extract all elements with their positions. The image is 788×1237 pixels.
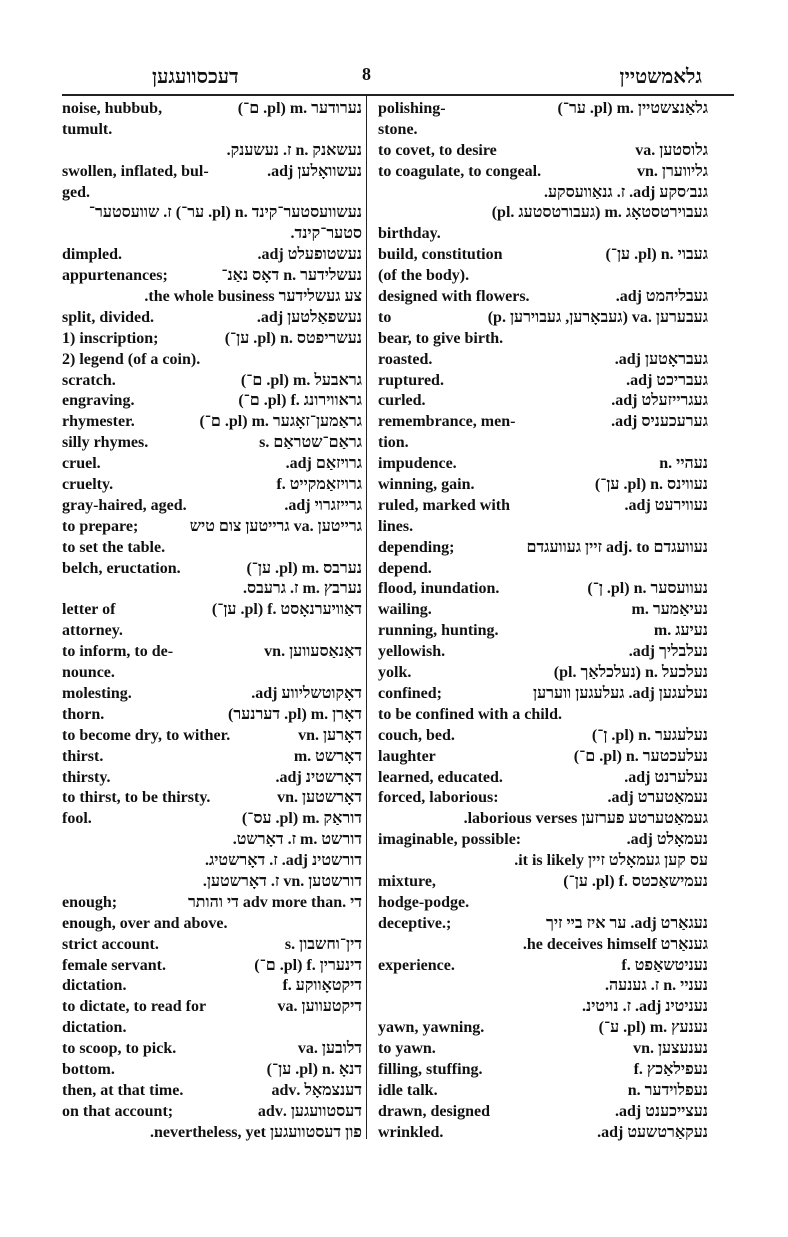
dictionary-line bbox=[378, 663, 708, 684]
dictionary-line bbox=[378, 120, 708, 141]
yiddish-headword: גערעכעניס adj. bbox=[611, 413, 708, 431]
dictionary-line bbox=[378, 809, 708, 830]
yiddish-headword: גלוסטען .va bbox=[635, 141, 708, 159]
dictionary-line bbox=[62, 600, 362, 621]
dictionary-line bbox=[62, 663, 362, 684]
dictionary-line bbox=[62, 579, 362, 600]
dictionary-line bbox=[378, 642, 708, 663]
english-definition: dictation. bbox=[62, 977, 127, 995]
yiddish-headword: דענצמאָל .adv bbox=[271, 1081, 362, 1099]
yiddish-headword: געבריכט adj. bbox=[626, 371, 708, 389]
dictionary-line bbox=[62, 391, 362, 412]
dictionary-line bbox=[62, 851, 362, 872]
dictionary-line bbox=[378, 600, 708, 621]
dictionary-line bbox=[62, 1123, 362, 1144]
dictionary-line bbox=[62, 538, 362, 559]
english-definition: stone. bbox=[378, 120, 418, 138]
yiddish-headword: נעניי .n ז. גענעה. bbox=[604, 977, 708, 995]
dictionary-line bbox=[62, 183, 362, 204]
english-definition: belch, eructation. bbox=[62, 559, 181, 577]
dictionary-line bbox=[62, 705, 362, 726]
english-definition: hodge-podge. bbox=[378, 893, 470, 911]
yiddish-headword: גליווערן .vn bbox=[636, 162, 708, 180]
dictionary-line bbox=[62, 1102, 362, 1123]
english-definition: to bbox=[378, 308, 392, 326]
english-definition: to scoop, to pick. bbox=[62, 1040, 177, 1058]
english-definition: roasted. bbox=[378, 350, 433, 368]
yiddish-headword: נערבץ .m ז. גרעבס. bbox=[243, 580, 362, 598]
column-divider bbox=[366, 96, 367, 1139]
yiddish-headword: נעוועגדם adj. to זיין געוועגדם bbox=[526, 538, 708, 556]
yiddish-headword: נעלעגער .n (pl. ן־) bbox=[591, 726, 708, 744]
yiddish-headword: נעפילאַכץ .f bbox=[633, 1060, 708, 1078]
english-definition: (of the body). bbox=[378, 267, 470, 285]
yiddish-headword: דיקטעווען .va bbox=[277, 998, 362, 1016]
dictionary-line bbox=[378, 747, 708, 768]
dictionary-line bbox=[378, 579, 708, 600]
yiddish-headword: גרויזאַמקייט .f bbox=[276, 476, 362, 494]
yiddish-headword: דיקטאָווקע .f bbox=[282, 977, 362, 995]
dictionary-line bbox=[62, 1081, 362, 1102]
dictionary-line bbox=[62, 684, 362, 705]
english-definition: learned, educated. bbox=[378, 768, 503, 786]
english-definition: ruled, marked with bbox=[378, 496, 510, 514]
dictionary-line bbox=[378, 705, 708, 726]
yiddish-headword: נעצייכענט adj. bbox=[614, 1102, 708, 1120]
dictionary-line bbox=[62, 809, 362, 830]
english-definition: to prepare; bbox=[62, 517, 139, 535]
yiddish-headword: גראווירונג .f (pl. ם־) bbox=[238, 392, 362, 410]
english-definition: to be confined with a child. bbox=[378, 705, 563, 723]
yiddish-headword: דורשטען .vn ז. דאָרשטען. bbox=[202, 872, 362, 890]
english-definition: yellowish. bbox=[378, 643, 446, 661]
dictionary-line bbox=[62, 935, 362, 956]
dictionary-line bbox=[62, 141, 362, 162]
english-definition: 2) legend (of a coin). bbox=[62, 350, 201, 368]
yiddish-headword: געבליהמט adj. bbox=[615, 288, 708, 306]
yiddish-headword: נעמאָלט adj. bbox=[626, 831, 708, 849]
yiddish-headword: דינערין .f (pl. ם־) bbox=[254, 956, 362, 974]
dictionary-line bbox=[378, 371, 708, 392]
yiddish-headword: נעשוועסטער־קינד .n (pl. ער־) ז. שוועסטער־ bbox=[88, 204, 362, 222]
dictionary-line bbox=[378, 914, 708, 935]
yiddish-headword: נעווינס .n (pl. ען־) bbox=[594, 476, 708, 494]
dictionary-line bbox=[378, 162, 708, 183]
english-definition: noise, hubbub, bbox=[62, 100, 163, 117]
yiddish-headword: דנאָ .n (pl. ען־) bbox=[266, 1060, 362, 1078]
english-definition: ged. bbox=[62, 183, 90, 201]
yiddish-headword: דאַוויערנאָסט .f (pl. ען־) bbox=[211, 601, 362, 619]
dictionary-line bbox=[378, 308, 708, 329]
dictionary-line bbox=[378, 517, 708, 538]
yiddish-headword: דלובען .va bbox=[297, 1040, 362, 1058]
dictionary-line bbox=[62, 517, 362, 538]
yiddish-headword: גרייזגרוי adj. bbox=[284, 496, 362, 514]
english-definition: laughter bbox=[378, 747, 436, 765]
english-definition: bottom. bbox=[62, 1060, 115, 1078]
yiddish-headword: גרויזאַם adj. bbox=[285, 455, 362, 473]
english-definition: lines. bbox=[378, 517, 414, 535]
dictionary-line bbox=[62, 162, 362, 183]
yiddish-headword: געבערען .va (געבאָרען, געבוירען .p) bbox=[487, 308, 708, 326]
yiddish-headword: נעלבליך adj. bbox=[628, 643, 708, 661]
english-definition: filling, stuffing. bbox=[378, 1060, 483, 1078]
yiddish-headword: נעהיי .n bbox=[659, 455, 708, 473]
english-definition: swollen, inflated, bul- bbox=[62, 162, 209, 180]
dictionary-line bbox=[62, 120, 362, 141]
dictionary-line bbox=[62, 454, 362, 475]
yiddish-headword: נענעץ .m (pl. ע־) bbox=[598, 1019, 708, 1037]
dictionary-line bbox=[62, 726, 362, 747]
right-column bbox=[378, 99, 708, 1144]
dictionary-line bbox=[62, 956, 362, 977]
dictionary-line bbox=[62, 287, 362, 308]
yiddish-headword: נעלעכטער .n (pl. ם־) bbox=[573, 747, 708, 765]
english-definition: then, at that time. bbox=[62, 1081, 184, 1099]
yiddish-headword: נעשוואָלען adj. bbox=[267, 162, 362, 180]
dictionary-line bbox=[62, 224, 362, 245]
dictionary-line bbox=[62, 203, 362, 224]
english-definition: strict account. bbox=[62, 935, 159, 953]
english-definition: build, constitution bbox=[378, 246, 503, 264]
yiddish-headword: גראַמען־זאָגער .m (pl. ם־) bbox=[199, 413, 362, 431]
english-definition: yolk. bbox=[378, 664, 412, 682]
english-definition: letter of bbox=[62, 601, 116, 619]
english-definition: split, divided. bbox=[62, 308, 155, 326]
english-definition: deceptive.; bbox=[378, 914, 452, 932]
yiddish-headword: דין־וחשבון .s bbox=[284, 935, 362, 953]
dictionary-line bbox=[378, 935, 708, 956]
english-definition: engraving. bbox=[62, 392, 135, 410]
yiddish-headword: דורשט .m ז. דאָרשט. bbox=[232, 831, 362, 849]
yiddish-headword: גראַם־שטראַם .s bbox=[259, 434, 362, 452]
dictionary-line bbox=[62, 997, 362, 1018]
dictionary-line bbox=[378, 350, 708, 371]
yiddish-headword: נעווירעט adj. bbox=[624, 496, 708, 514]
english-definition: winning, gain. bbox=[378, 476, 475, 494]
english-definition: wrinkled. bbox=[378, 1123, 444, 1141]
english-definition: imaginable, possible: bbox=[378, 831, 522, 849]
english-definition: to inform, to de- bbox=[62, 643, 174, 661]
dictionary-line bbox=[62, 99, 362, 120]
english-definition: thorn. bbox=[62, 705, 105, 723]
dictionary-line bbox=[378, 203, 708, 224]
english-definition: forced, laborious: bbox=[378, 789, 499, 807]
dictionary-line bbox=[378, 872, 708, 893]
dictionary-line bbox=[62, 914, 362, 935]
english-definition: 1) inscription; bbox=[62, 329, 159, 347]
english-definition: cruelty. bbox=[62, 476, 114, 494]
english-definition: running, hunting. bbox=[378, 622, 499, 640]
english-definition: bear, to give birth. bbox=[378, 329, 504, 347]
yiddish-headword: נעלכעל .n (נעלכלאַך .pl) bbox=[553, 664, 708, 682]
english-definition: cruel. bbox=[62, 455, 101, 473]
yiddish-headword: נעיאַמער .m bbox=[631, 601, 708, 619]
yiddish-headword: נעניטינ adj. ז. נויטינ. bbox=[582, 998, 708, 1016]
dictionary-line bbox=[62, 747, 362, 768]
yiddish-headword: געבראָטען adj. bbox=[614, 350, 708, 368]
dictionary-line bbox=[62, 768, 362, 789]
yiddish-headword: נערודער .m (pl. ם־) bbox=[237, 100, 362, 117]
running-head-right: גלאמשטיין bbox=[619, 66, 702, 88]
yiddish-headword: געמאַטערטע פערזען laborious verses. bbox=[463, 810, 708, 828]
dictionary-line bbox=[62, 433, 362, 454]
yiddish-headword: נעקאַרטשעט adj. bbox=[597, 1123, 708, 1141]
english-definition: molesting. bbox=[62, 684, 132, 702]
dictionary-line bbox=[378, 621, 708, 642]
dictionary-line bbox=[62, 412, 362, 433]
yiddish-headword: די .adv more than די והותר bbox=[187, 893, 362, 911]
yiddish-headword: נעיעג .m bbox=[653, 622, 708, 640]
yiddish-headword: סטער־קינד. bbox=[290, 225, 362, 243]
english-definition: tion. bbox=[378, 434, 409, 452]
yiddish-headword: דאָרשטען .vn bbox=[277, 789, 362, 807]
dictionary-line bbox=[378, 1039, 708, 1060]
dictionary-line bbox=[378, 830, 708, 851]
dictionary-line bbox=[62, 329, 362, 350]
dictionary-line bbox=[378, 956, 708, 977]
english-definition: depending; bbox=[378, 538, 455, 556]
dictionary-line bbox=[378, 788, 708, 809]
english-definition: fool. bbox=[62, 810, 92, 828]
page-number: 8 bbox=[362, 64, 371, 84]
english-definition: depend. bbox=[378, 559, 432, 577]
dictionary-line bbox=[378, 183, 708, 204]
header-rule bbox=[62, 94, 734, 96]
yiddish-headword: גענאַרט he deceives himself. bbox=[522, 935, 708, 953]
english-definition: attorney. bbox=[62, 622, 123, 640]
yiddish-headword: צע געשלידער the whole business. bbox=[144, 288, 362, 306]
yiddish-headword: נענעצען .vn bbox=[633, 1040, 708, 1058]
dictionary-line bbox=[62, 308, 362, 329]
yiddish-headword: נעשלידער .n דאָס נאַנ־ bbox=[221, 267, 362, 285]
english-definition: dimpled. bbox=[62, 246, 123, 264]
dictionary-line bbox=[378, 851, 708, 872]
yiddish-headword: נערבס .m (pl. ען־) bbox=[246, 559, 362, 577]
yiddish-headword: פון דעסטוועגען nevertheless, yet. bbox=[149, 1123, 362, 1141]
dictionary-line bbox=[62, 621, 362, 642]
dictionary-line bbox=[62, 642, 362, 663]
english-definition: curled. bbox=[378, 392, 426, 410]
yiddish-headword: דוראַק .m (pl. עס־) bbox=[241, 810, 362, 828]
yiddish-headword: געגרייזעלט adj. bbox=[611, 392, 708, 410]
dictionary-line bbox=[62, 893, 362, 914]
dictionary-line bbox=[378, 768, 708, 789]
dictionary-line bbox=[378, 1102, 708, 1123]
english-definition: mixture, bbox=[378, 872, 436, 890]
dictionary-line bbox=[62, 371, 362, 392]
yiddish-headword: דאָרשטינ adj. bbox=[275, 768, 362, 786]
dictionary-line bbox=[378, 976, 708, 997]
dictionary-line bbox=[378, 1018, 708, 1039]
dictionary-line bbox=[62, 266, 362, 287]
yiddish-headword: נעשאנק .n ז. נעשענק. bbox=[226, 141, 362, 159]
english-definition: experience. bbox=[378, 956, 455, 974]
left-column bbox=[62, 99, 362, 1144]
dictionary-line bbox=[378, 496, 708, 517]
dictionary-line bbox=[378, 266, 708, 287]
dictionary-line bbox=[62, 350, 362, 371]
english-definition: flood, inundation. bbox=[378, 580, 500, 598]
yiddish-headword: נעוועסער .n (pl. ן־) bbox=[587, 580, 708, 598]
yiddish-headword: דאָרן .m (pl. דערנער) bbox=[228, 705, 362, 723]
english-definition: to set the table. bbox=[62, 538, 166, 556]
english-definition: to thirst, to be thirsty. bbox=[62, 789, 211, 807]
dictionary-line bbox=[62, 976, 362, 997]
dictionary-line bbox=[378, 412, 708, 433]
english-definition: drawn, designed bbox=[378, 1102, 491, 1120]
yiddish-headword: דאָרען .vn bbox=[298, 726, 362, 744]
dictionary-line bbox=[62, 1060, 362, 1081]
dictionary-line bbox=[62, 496, 362, 517]
dictionary-line bbox=[378, 475, 708, 496]
english-definition: couch, bed. bbox=[378, 726, 455, 744]
english-definition: silly rhymes. bbox=[62, 434, 149, 452]
english-definition: impudence. bbox=[378, 455, 457, 473]
english-definition: tumult. bbox=[62, 120, 113, 138]
english-definition: scratch. bbox=[62, 371, 116, 389]
yiddish-headword: נעגאַרט adj. ער איז ביי זיך bbox=[545, 914, 708, 932]
yiddish-headword: נעשריפטס .n (pl. ען־) bbox=[224, 329, 362, 347]
yiddish-headword: גרייטען .va גרייטען צום טיש bbox=[189, 517, 362, 535]
dictionary-line bbox=[378, 141, 708, 162]
english-definition: thirst. bbox=[62, 747, 104, 765]
english-definition: to covet, to desire bbox=[378, 141, 497, 159]
english-definition: polishing- bbox=[378, 100, 446, 117]
dictionary-line bbox=[62, 830, 362, 851]
running-head-left: דעכסוועגען bbox=[152, 66, 239, 88]
yiddish-headword: גלאַנצשטיין .m (pl. ער־) bbox=[557, 100, 708, 117]
yiddish-headword: דורשטינ adj. ז. דאָרשטיג. bbox=[204, 852, 362, 870]
dictionary-line bbox=[62, 788, 362, 809]
dictionary-line bbox=[378, 433, 708, 454]
english-definition: enough; bbox=[62, 893, 118, 911]
page-header bbox=[62, 60, 734, 92]
english-definition: nounce. bbox=[62, 664, 115, 682]
english-definition: to yawn. bbox=[378, 1040, 436, 1058]
english-definition: to coagulate, to congeal. bbox=[378, 162, 542, 180]
english-definition: to become dry, to wither. bbox=[62, 726, 231, 744]
dictionary-line bbox=[62, 1039, 362, 1060]
yiddish-headword: דאָקוטשליווע adj. bbox=[251, 684, 362, 702]
dictionary-line bbox=[378, 329, 708, 350]
dictionary-line bbox=[62, 1018, 362, 1039]
yiddish-headword: גנב׳סקע adj. ז. גנאַוועסקע. bbox=[543, 183, 708, 201]
english-definition: rhymester. bbox=[62, 413, 135, 431]
dictionary-line bbox=[378, 997, 708, 1018]
yiddish-headword: עס קען געמאָלט זיין it is likely. bbox=[514, 852, 708, 870]
dictionary-line bbox=[378, 391, 708, 412]
yiddish-headword: נעניטשאַפט .f bbox=[621, 956, 708, 974]
yiddish-headword: נעמישאַכטס .f (pl. ען־) bbox=[563, 872, 708, 890]
dictionary-line bbox=[378, 454, 708, 475]
yiddish-headword: נעפלוידער .n bbox=[627, 1081, 708, 1099]
yiddish-headword: גראבעל .m (pl. ם־) bbox=[240, 371, 362, 389]
yiddish-headword: דעסטוועגען .adv bbox=[257, 1102, 362, 1120]
dictionary-line bbox=[378, 559, 708, 580]
yiddish-headword: נעלעגען adj. געלעגען ווערען bbox=[533, 684, 708, 702]
dictionary-line bbox=[378, 99, 708, 120]
yiddish-headword: דאָרשט .m bbox=[293, 747, 362, 765]
english-definition: remembrance, men- bbox=[378, 413, 516, 431]
english-definition: designed with flowers. bbox=[378, 288, 530, 306]
english-definition: yawn, yawning. bbox=[378, 1019, 485, 1037]
yiddish-headword: נעשטופעלט adj. bbox=[257, 246, 362, 264]
dictionary-line bbox=[378, 287, 708, 308]
yiddish-headword: נעשפאַלטען adj. bbox=[256, 308, 362, 326]
dictionary-line bbox=[378, 1081, 708, 1102]
yiddish-headword: נעלערנט adj. bbox=[624, 768, 708, 786]
english-definition: on that account; bbox=[62, 1102, 174, 1120]
english-definition: enough, over and above. bbox=[62, 914, 228, 932]
dictionary-line bbox=[378, 893, 708, 914]
english-definition: appurtenances; bbox=[62, 267, 168, 285]
dictionary-line bbox=[378, 1060, 708, 1081]
english-definition: to dictate, to read for bbox=[62, 998, 207, 1016]
english-definition: confined; bbox=[378, 684, 442, 702]
dictionary-line bbox=[378, 1123, 708, 1144]
english-definition: dictation. bbox=[62, 1019, 127, 1037]
english-definition: idle talk. bbox=[378, 1081, 438, 1099]
english-definition: female servant. bbox=[62, 956, 166, 974]
dictionary-line bbox=[378, 538, 708, 559]
dictionary-line bbox=[378, 684, 708, 705]
yiddish-headword: דאַנאַסעווען .vn bbox=[264, 643, 362, 661]
dictionary-line bbox=[378, 224, 708, 245]
yiddish-headword: נעמאַטערט adj. bbox=[607, 789, 708, 807]
dictionary-line bbox=[62, 475, 362, 496]
yiddish-headword: געבוי .n (pl. ען־) bbox=[605, 246, 708, 264]
dictionary-line bbox=[62, 872, 362, 893]
english-definition: thirsty. bbox=[62, 768, 111, 786]
english-definition: ruptured. bbox=[378, 371, 444, 389]
english-definition: birthday. bbox=[378, 225, 441, 243]
english-definition: wailing. bbox=[378, 601, 432, 619]
dictionary-line bbox=[62, 559, 362, 580]
dictionary-line bbox=[378, 726, 708, 747]
english-definition: gray-haired, aged. bbox=[62, 496, 187, 514]
yiddish-headword: געבוירטסטאָג .m (געבורטסטעג .pl) bbox=[491, 204, 708, 222]
dictionary-line bbox=[378, 245, 708, 266]
dictionary-line bbox=[62, 245, 362, 266]
